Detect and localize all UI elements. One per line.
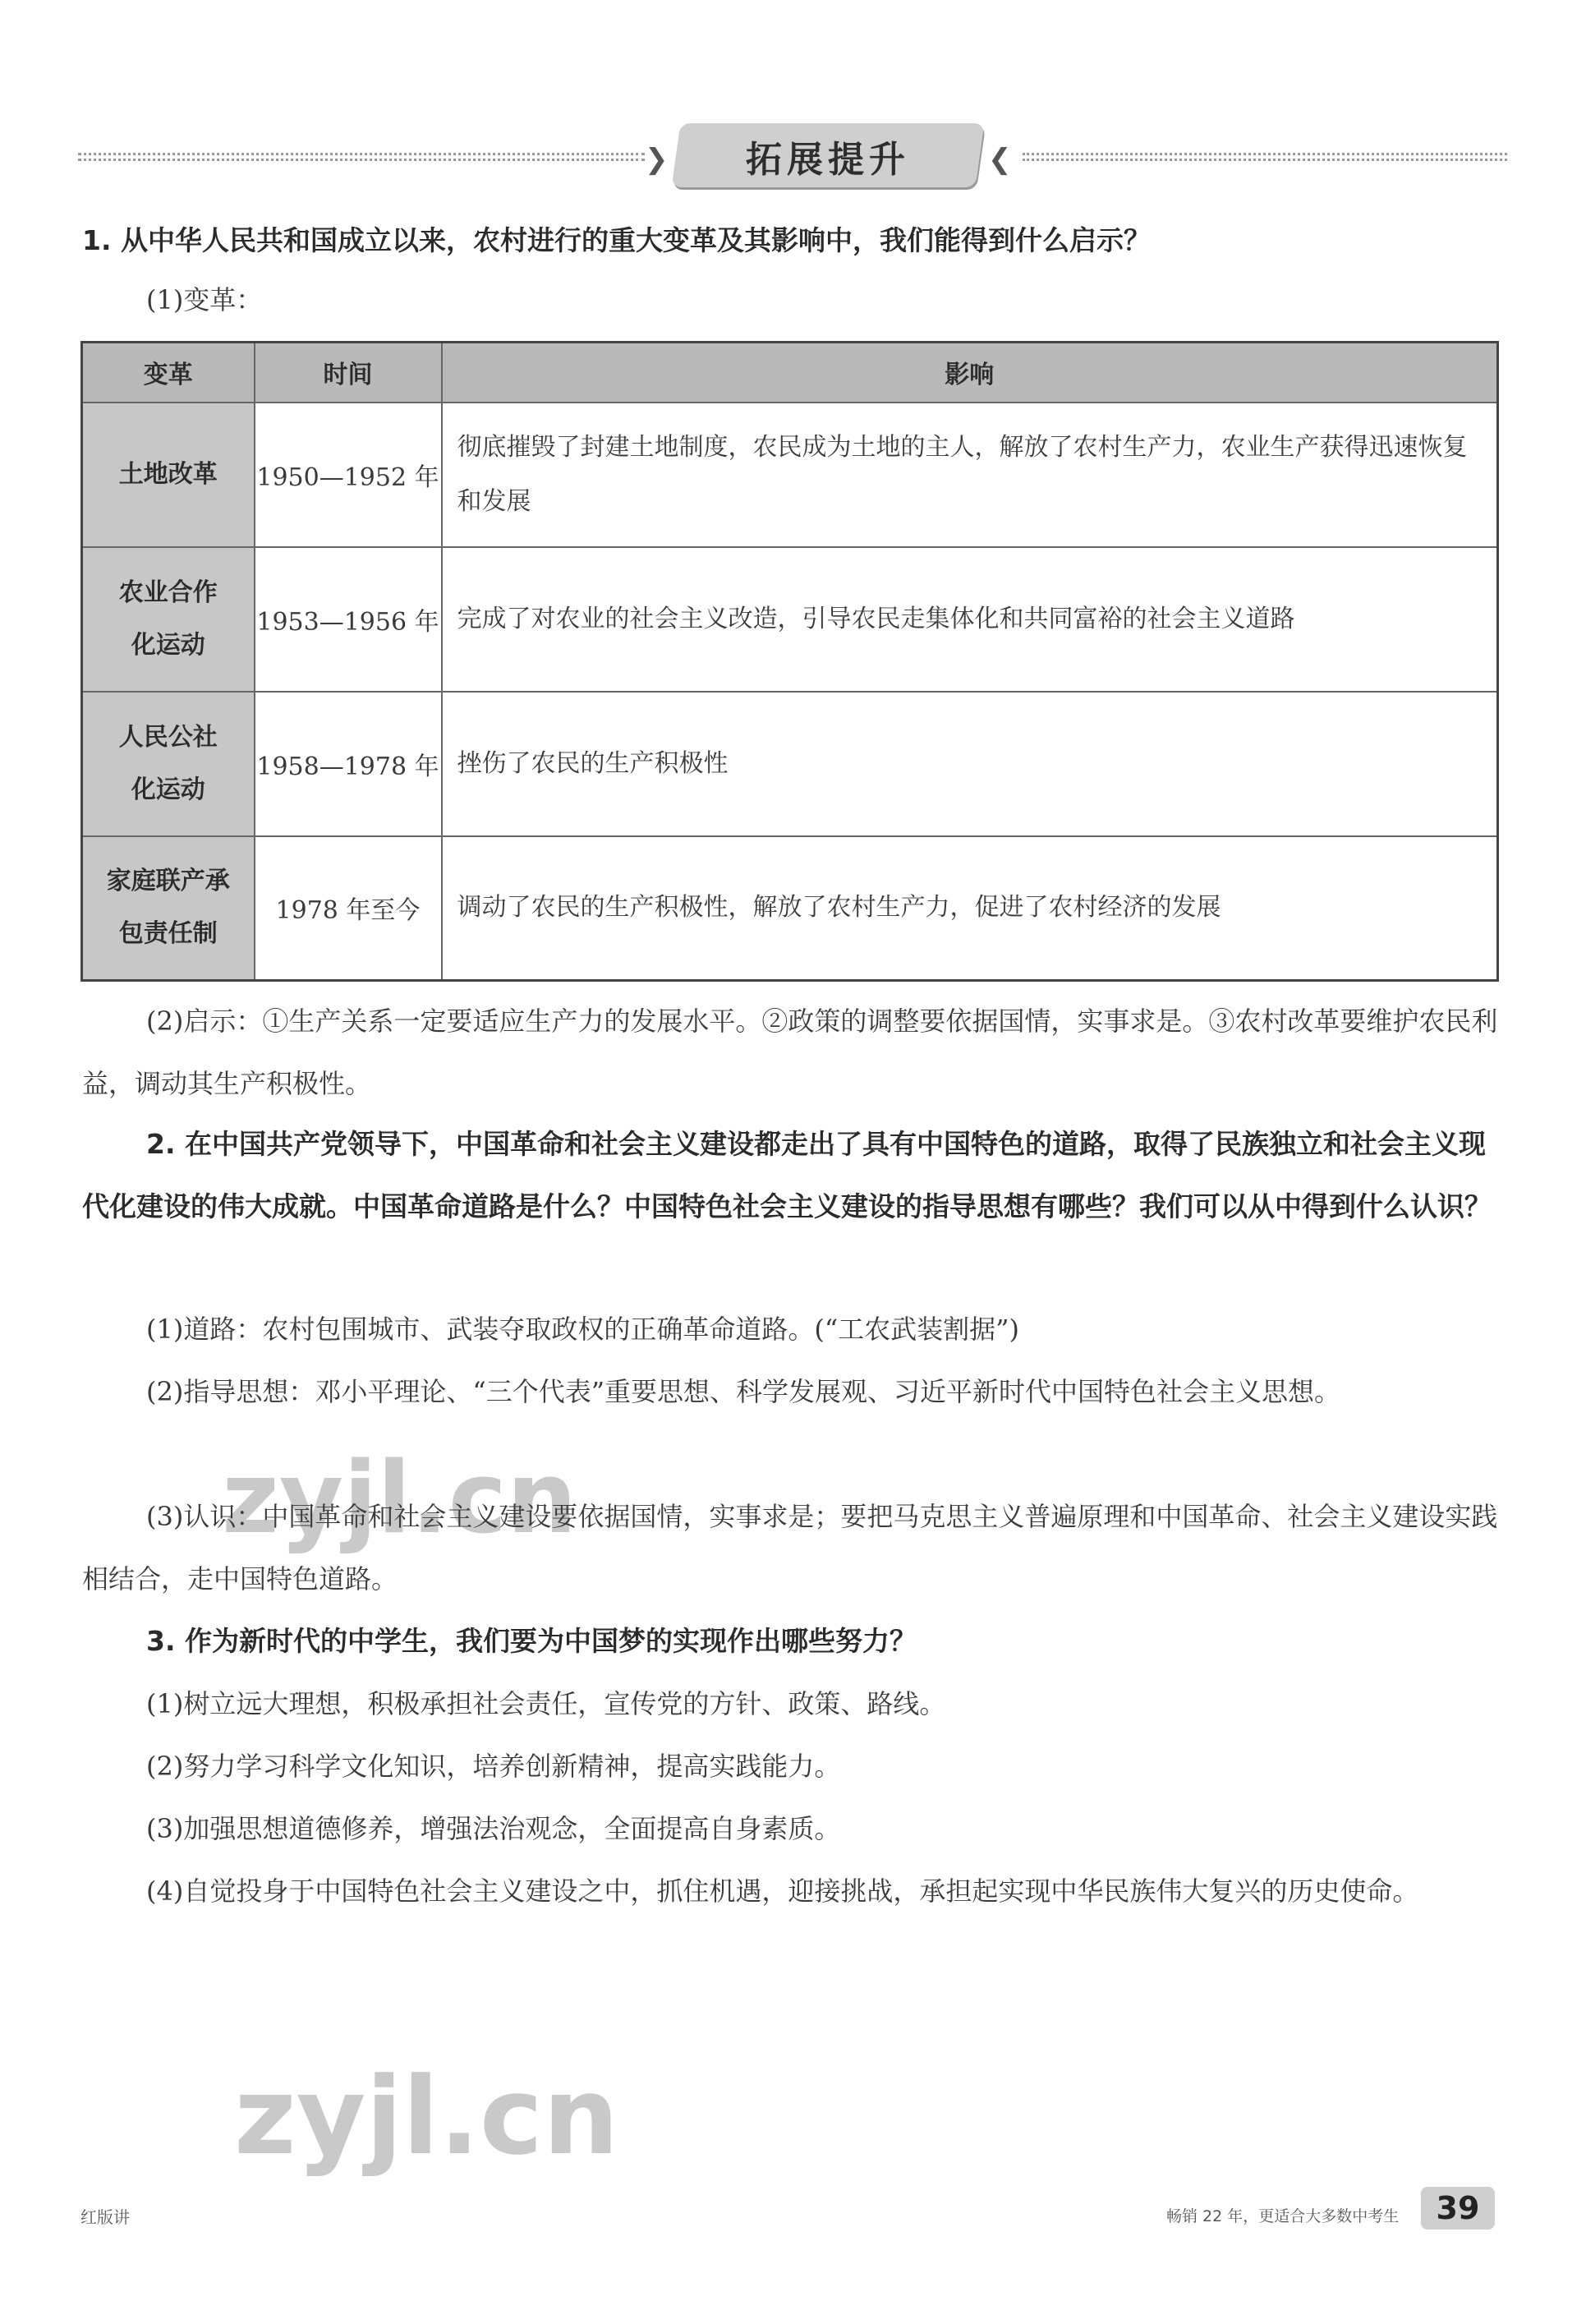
change-label: 土地改革: [118, 459, 218, 489]
header-decoration-right-icon: ❮: [988, 143, 1012, 176]
q2-answer-2: (2)指导思想：邓小平理论、“三个代表”重要思想、科学发展观、习近平新时代中国特色社会主义思想。: [146, 1376, 1341, 1407]
table-row: [82, 692, 1498, 836]
table-cell-impact: 挫伤了农民的生产积极性: [442, 692, 1498, 836]
watermark: zyjl.cn: [222, 1442, 577, 1556]
header-rule-left: [78, 153, 645, 161]
q3-answer-1: (1)树立远大理想，积极承担社会责任，宣传党的方针、政策、路线。: [146, 1688, 946, 1719]
question-1: 1. 从中华人民共和国成立以来，农村进行的重大变革及其影响中，我们能得到什么启示？: [82, 224, 1151, 256]
q2-answer-3: (3)认识：中国革命和社会主义建设要依据国情，实事求是；要把马克思主义普遍原理和中国革命、社会主义建设实践相结合，走中国特色道路。: [82, 1501, 1498, 1595]
table-cell-impact: 完成了对农业的社会主义改造，引导农民走集体化和共同富裕的社会主义道路: [442, 547, 1498, 692]
table-row: [82, 836, 1498, 981]
table-header-row: [82, 343, 1498, 403]
q2-answer-1: (1)道路：农村包围城市、武装夺取政权的正确革命道路。(“工农武装割据”): [146, 1314, 1020, 1345]
table-cell-time: 1978 年至今: [255, 836, 442, 981]
table-header-impact: 影响: [442, 343, 1498, 403]
table-cell-time: 1953—1956 年: [255, 547, 442, 692]
table-header-time: 时间: [255, 343, 442, 403]
table-cell-time: 1950—1952 年: [255, 403, 442, 547]
table-cell-change: [82, 403, 255, 547]
header-decoration-left-icon: ❯: [645, 143, 669, 176]
q1-part1-label: (1)变革：: [146, 284, 263, 315]
reform-table: [80, 341, 1499, 982]
table-cell-change: [82, 836, 255, 981]
section-header: [78, 123, 1507, 189]
table-cell-impact: 彻底摧毁了封建土地制度，农民成为土地的主人，解放了农村生产力，农业生产获得迅速恢复和发展: [442, 403, 1498, 547]
table-cell-change: [82, 547, 255, 692]
change-label-line2: 包责任制: [118, 919, 218, 949]
change-label-line1: 人民公社: [118, 722, 218, 752]
change-label-line1: 农业合作: [118, 578, 218, 607]
q3-answer-2: (2)努力学习科学文化知识，培养创新精神，提高实践能力。: [146, 1751, 841, 1782]
table-header-change: 变革: [82, 343, 255, 403]
question-3: 3. 作为新时代的中学生，我们要为中国梦的实现作出哪些努力？: [146, 1625, 917, 1657]
footer-slogan: 畅销 22 年，更适合大多数中考生: [1166, 2207, 1400, 2225]
section-title: 拓展提升: [746, 139, 910, 181]
watermark: zyjl.cn: [234, 2054, 619, 2179]
table-row: [82, 547, 1498, 692]
change-label-line1: 家庭联产承: [106, 867, 230, 896]
question-2: 2. 在中国共产党领导下，中国革命和社会主义建设都走出了具有中国特色的道路，取得了民族独立和社会主义现代化建设的伟大成就。中国革命道路是什么？中国特色社会主义建设的指导思想有哪些？我们可以从中得到什么认识？: [82, 1128, 1492, 1222]
q3-answer-4: (4)自觉投身于中国特色社会主义建设之中，抓住机遇，迎接挑战，承担起实现中华民族伟大复兴的历史使命。: [146, 1875, 1419, 1907]
q3-answer-3: (3)加强思想道德修养，增强法治观念，全面提高自身素质。: [146, 1813, 841, 1844]
table-row: [82, 403, 1498, 547]
q1-part2-answer: (2)启示：①生产关系一定要适应生产力的发展水平。②政策的调整要依据国情，实事求是。③农村改革要维护农民利益，调动其生产积极性。: [82, 1006, 1498, 1099]
header-rule-right: [1023, 153, 1507, 161]
table-cell-impact: 调动了农民的生产积极性，解放了农村生产力，促进了农村经济的发展: [442, 836, 1498, 981]
change-label-line2: 化运动: [131, 630, 205, 660]
page-number: 39: [1421, 2187, 1495, 2230]
table-cell-time: 1958—1978 年: [255, 692, 442, 836]
table-cell-change: [82, 692, 255, 836]
footer-brand: 红版讲: [80, 2207, 130, 2227]
change-label-line2: 化运动: [131, 775, 205, 804]
